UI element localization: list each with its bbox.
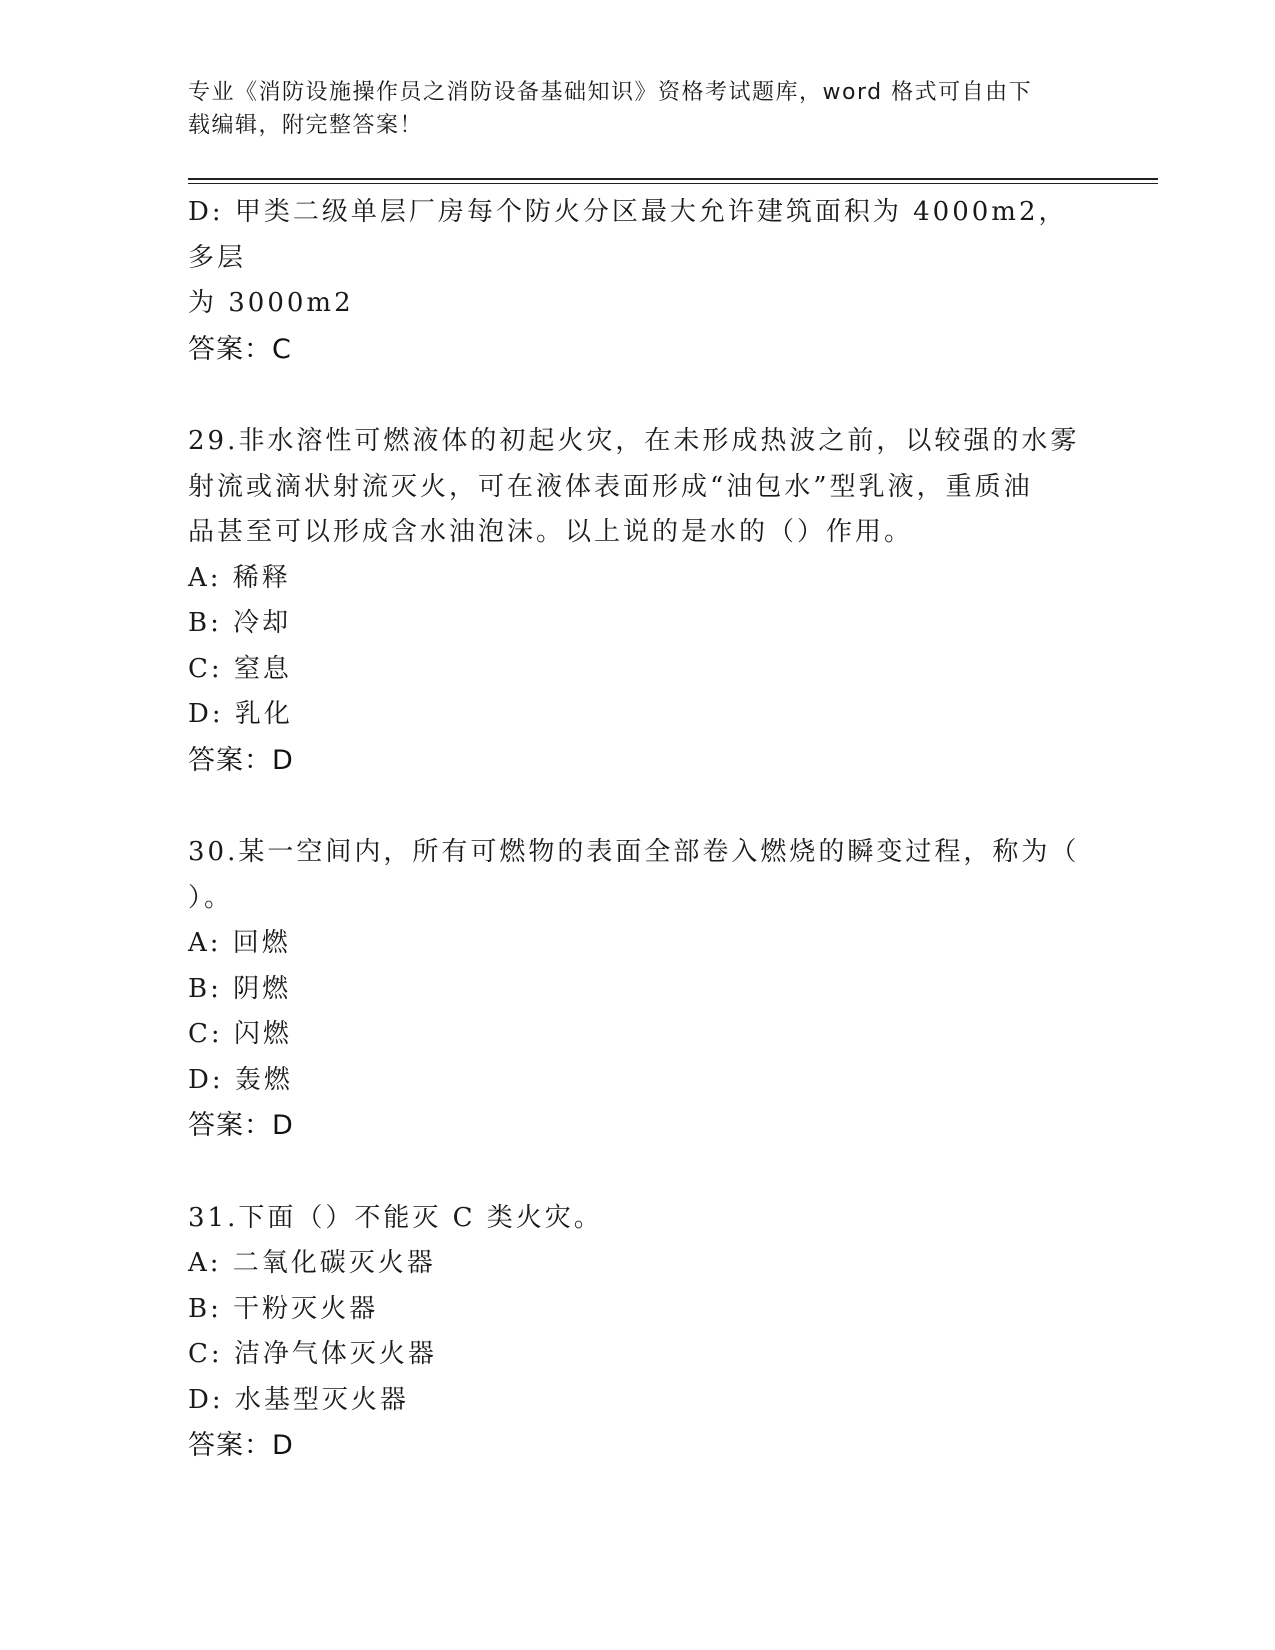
document-header bbox=[188, 76, 1088, 142]
answer: 答案：D bbox=[188, 744, 294, 776]
answer: 答案：C bbox=[188, 333, 292, 365]
header-line-2: 载编辑，附完整答案！ bbox=[188, 113, 424, 138]
option-d: D: 水基型灭火器 bbox=[188, 1384, 409, 1415]
spacer bbox=[188, 1149, 1088, 1196]
option-c: C: 闪燃 bbox=[188, 1019, 292, 1049]
option-d: D: 乳化 bbox=[188, 699, 293, 729]
question-stem: ）。 bbox=[188, 882, 234, 913]
option-b: B: 冷却 bbox=[188, 608, 292, 638]
option-b: B: 干粉灭火器 bbox=[188, 1293, 379, 1324]
option-d: D: 甲类二级单层厂房每个防火分区最大允许建筑面积为 4000m2，多层 bbox=[188, 197, 1068, 273]
spacer bbox=[188, 783, 1088, 830]
option-d-continued: 为 3000m2 bbox=[188, 288, 354, 318]
document-content bbox=[188, 190, 1088, 1469]
spacer bbox=[188, 372, 1088, 419]
question-29 bbox=[188, 419, 1088, 783]
option-a: A: 二氧化碳灭火器 bbox=[188, 1248, 436, 1278]
question-stem: 29.非水溶性可燃液体的初起火灾，在未形成热波之前，以较强的水雾 bbox=[188, 426, 1080, 456]
answer: 答案：D bbox=[188, 1110, 294, 1141]
option-d: D: 轰燃 bbox=[188, 1064, 293, 1095]
option-a: A: 回燃 bbox=[188, 928, 291, 958]
header-rule-thick bbox=[188, 178, 1158, 180]
header-rule-thin bbox=[188, 183, 1158, 184]
question-31 bbox=[188, 1196, 1088, 1469]
option-c: C: 洁净气体灭火器 bbox=[188, 1339, 437, 1369]
question-stem: 30.某一空间内，所有可燃物的表面全部卷入燃烧的瞬变过程，称为（ bbox=[188, 837, 1080, 867]
option-a: A: 稀释 bbox=[188, 562, 291, 593]
question-stem: 品甚至可以形成含水油泡沫。以上说的是水的（）作用。 bbox=[188, 517, 914, 547]
option-c: C: 窒息 bbox=[188, 653, 292, 684]
question-30 bbox=[188, 830, 1088, 1149]
question-28-tail bbox=[188, 190, 1088, 372]
answer: 答案：D bbox=[188, 1430, 294, 1461]
option-b: B: 阴燃 bbox=[188, 973, 292, 1004]
header-line-1: 专业《消防设施操作员之消防设备基础知识》资格考试题库，word 格式可自由下 bbox=[188, 80, 1033, 105]
question-stem: 31.下面（）不能灭 C 类火灾。 bbox=[188, 1202, 603, 1233]
question-stem: 射流或滴状射流灭火，可在液体表面形成“油包水”型乳液，重质油 bbox=[188, 471, 1033, 502]
